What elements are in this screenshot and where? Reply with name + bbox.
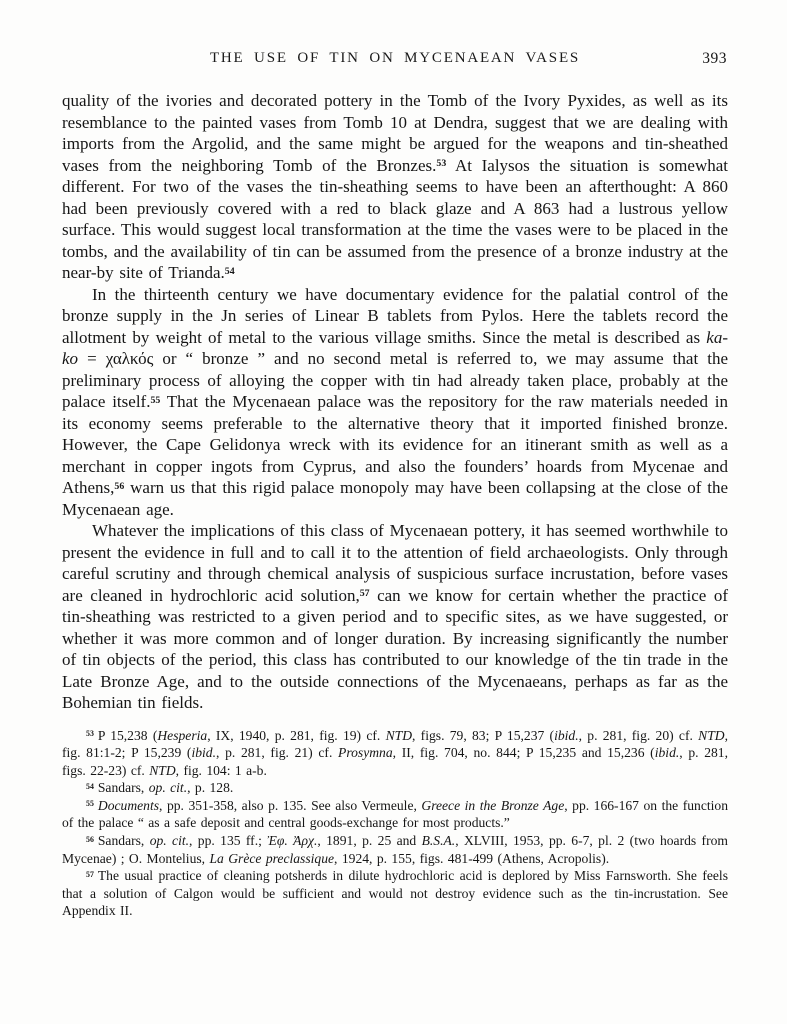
footnote-55: [62, 797, 728, 832]
footnote-text: Documents, pp. 351-358, also p. 135. See also Vermeule, Greece in the Bronze Age, pp. 166-167 on the function of the palace “ as a safe deposit and central goods-exchange for most products.”: [62, 797, 729, 831]
footnote-56: [62, 832, 728, 867]
paragraph-2: In the thirteenth century we have documentary evidence for the palatial control of the bronze supply in the Jn series of Linear B tablets from Pylos. Here the tablets record the allotment by weight of metal to the various village smiths. Since the metal is described as ka-ko = χαλκός or “ bronze ” and no second metal is referred to, we may assume that the preliminary process of alloying the copper with tin had already taken place, probably at the palace itself.$^{55}$ That the Mycenaean palace was the repository for the raw materials needed in its economy seems preferable to the alternative theory that it imported finished bronze. However, the Cape Gelidonya wreck with its evidence for an itinerant smith as well as a merchant in copper ingots from Cyprus, and also the founders’ hoards from Mycenae and Athens,$^{56}$ warn us that this rigid palace monopoly may have been collapsing at the close of the Mycenaean age.: [62, 284, 728, 519]
footnotes-section: [62, 727, 728, 921]
footnote-text: The usual practice of cleaning potsherds in dilute hydrochloric acid is deplored by Miss Farnsworth. She feels that a solution of Calgon would be sufficient and would not destroy evidence such as the tin-incrustation. See Appendix II.: [62, 868, 728, 919]
footnote-text: P 15,238 (Hesperia, IX, 1940, p. 281, fig. 19) cf. NTD, figs. 79, 83; P 15,237 (ibid., p. 281, fig. 20) cf. NTD, fig. 81:1-2; P 15,239 (ibid., p. 281, fig. 21) cf. Prosymna, II, fig. 704, no. 844; P 15,235 and 15,236 (ibid., p. 281, figs. 22-23) cf. NTD, fig. 104: 1 a-b.: [62, 727, 729, 778]
footnote-text: Sandars, op. cit., pp. 135 ff.; Ἐφ. Ἀρχ., 1891, p. 25 and B.S.A., XLVIII, 1953, pp. 6-7, pl. 2 (two hoards from Mycenae) ; O. Montelius, La Grèce preclassique, 1924, p. 155, figs. 481-499 (Athens, Acropolis).: [62, 833, 728, 866]
paragraph-1: quality of the ivories and decorated pottery in the Tomb of the Ivory Pyxides, as well as its resemblance to the painted vases from Tomb 10 at Dendra, suggest that we are dealing with imports from the Argolid, and the same might be argued for the weapons and tin-sheathed vases from the neighboring Tomb of the Bronzes.$^{53}$ At Ialysos the situation is somewhat different. For two of the vases the tin-sheathing seems to have been an afterthought: A 860 had been previously covered with a red to black glaze and A 863 had a lustrous yellow surface. This would suggest local transformation at the time the vases were to be placed in the tombs, and the availability of tin can be assumed from the presence of a bronze industry at the near-by site of Trianda.$^{54}$: [62, 91, 728, 282]
footnote-marker: 53: [86, 728, 94, 738]
footnote-marker: 56: [86, 834, 94, 844]
article-body: [62, 90, 728, 714]
footnote-marker: 55: [86, 799, 94, 809]
paragraph-3: Whatever the implications of this class of Mycenaean pottery, it has seemed worthwhile to present the evidence in full and to call it to the attention of field archaeologists. Only through careful scrutiny and through chemical analysis of suspicious surface incrustation, before vases are cleaned in hydrochloric acid solution,$^{57}$ can we know for certain whether the practice of tin-sheathing was restricted to a given period and to specific sites, as we have suggested, or whether it was more common and of longer duration. By increasing significantly the number of tin objects of the period, this class has contributed to our knowledge of the tin trade in the Late Bronze Age, and to the outside connections of the Mycenaeans, perhaps as far as the Bohemian tin fields.: [62, 521, 728, 712]
footnote-marker: 54: [86, 781, 94, 791]
footnote-marker: 57: [86, 869, 94, 879]
page-header: [62, 50, 728, 70]
footnote-text: Sandars, op. cit., p. 128.: [97, 780, 234, 796]
footnote-54: [62, 779, 728, 797]
page-content: [62, 50, 728, 920]
footnote-53: [62, 727, 728, 780]
running-title: THE USE OF TIN ON MYCENAEAN VASES: [209, 50, 581, 66]
footnote-57: [62, 867, 728, 920]
page-number: 393: [702, 50, 727, 67]
